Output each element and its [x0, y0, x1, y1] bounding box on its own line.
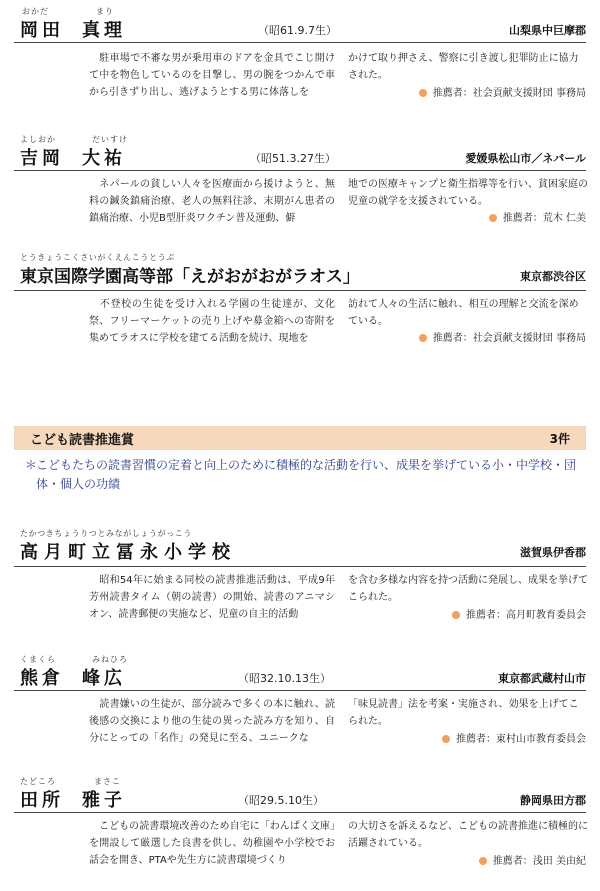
- section-title: こども読書推進賞: [30, 432, 135, 448]
- location: 愛媛県松山市／ネパール: [465, 152, 586, 165]
- name-ruby: まさこ: [94, 777, 121, 786]
- recommender: 推薦者：高月町教育委員会: [452, 606, 586, 621]
- section-header: [14, 426, 586, 450]
- description-left: 不登校の生徒を受け入れる学園の生徒達が、文化祭、フリーマーケットの売り上げや募金箱への寄附を集めてラオスに学校を建てる活動を続け、現地を: [89, 299, 335, 344]
- name-ruby: よしおか: [20, 135, 56, 144]
- birth-date: （昭32.10.13生）: [238, 672, 331, 685]
- description-left: 読書嫌いの生徒が、部分読みで多くの本に触れ、読後感の交換により他の生徒の異った読み方を知り、自分にとっての「名作」の発見に至る、ユニークな: [89, 699, 335, 744]
- description-right: の大切さを訴えるなど、こどもの読書推進に積極的に活躍されている。: [348, 821, 588, 849]
- name-ruby: とうきょうこくさいがくえんこうとうぶ: [20, 253, 175, 262]
- recommender: 推薦者：社会貢献支援財団 事務局: [419, 84, 586, 99]
- recipient-name: [20, 144, 126, 170]
- name-ruby: くまくら: [20, 655, 56, 664]
- description-right: 地での医療キャンプと衛生指導等を行い、貧困家庭の児童の就学を支援されている。: [348, 179, 588, 207]
- description-left: こどもの読書環境改善のため自宅に「わんぱく文庫」を開設して厳選した良書を供し、幼稚園や小学校でお話会を開き、PTAや先生方に読書環境づくり: [89, 821, 335, 866]
- description-right: 訪れて人々の生活に触れ、相互の理解と交流を深めている。: [348, 299, 579, 327]
- divider: [14, 812, 586, 813]
- recipient-name: [20, 786, 126, 812]
- recommender: 推薦者：東村山市教育委員会: [442, 730, 586, 745]
- location: 静岡県田方郡: [520, 794, 586, 807]
- location: 東京都渋谷区: [520, 270, 586, 283]
- description-right: を含む多様な内容を持つ活動に発展し、成果を挙げてこられた。: [348, 575, 588, 603]
- family-name: 岡田: [20, 20, 64, 41]
- divider: [14, 566, 586, 567]
- given-name: 大祐: [82, 148, 126, 169]
- birth-date: （昭51.3.27生）: [250, 152, 336, 165]
- name-ruby: おかだ: [22, 7, 49, 16]
- recipient-name: [20, 664, 126, 690]
- description-right: かけて取り押さえ、警察に引き渡し犯罪防止に協力された。: [348, 53, 579, 81]
- location: 滋賀県伊香郡: [520, 546, 586, 559]
- location: 山梨県中巨摩郡: [509, 24, 586, 37]
- given-name: 雅子: [82, 790, 126, 811]
- given-name: 真理: [82, 20, 126, 41]
- bullet-dot-icon: [479, 857, 487, 865]
- name-ruby: まり: [96, 7, 114, 16]
- bullet-dot-icon: [489, 214, 497, 222]
- bullet-dot-icon: [452, 611, 460, 619]
- recommender: 推薦者：社会貢献支援財団 事務局: [419, 329, 586, 344]
- name-ruby: みねひろ: [92, 655, 128, 664]
- family-name: 熊倉: [20, 668, 64, 689]
- section-description: ＊ こどもたちの読書習慣の定着と向上のために積極的な活動を行い、成果を挙げている小・中学校・団体・個人の功績: [25, 458, 577, 491]
- description-left: 駐車場で不審な男が乗用車のドアを金具でこじ開けて中を物色しているのを目撃し、男の腕をつかんで車から引きずり出し、逃げようとする男に体落しを: [89, 53, 335, 98]
- description-right: 「味見読書」法を考案・実施され、効果を上げてこられた。: [348, 699, 579, 727]
- recommender: 推薦者：浅田 美由紀: [479, 852, 586, 867]
- recipient-name: 東京国際学園高等部「えがおがおがラオス」: [20, 267, 360, 287]
- birth-date: （昭61.9.7生）: [258, 24, 337, 37]
- given-name: 峰広: [82, 668, 126, 689]
- divider: [14, 170, 586, 171]
- bullet-dot-icon: [419, 89, 427, 97]
- name-ruby: たどころ: [20, 777, 56, 786]
- recommender: 推薦者：荒木 仁美: [489, 209, 586, 224]
- family-name: 田所: [20, 790, 64, 811]
- bullet-dot-icon: [442, 735, 450, 743]
- bullet-dot-icon: [419, 334, 427, 342]
- recipient-name: [20, 16, 126, 42]
- birth-date: （昭29.5.10生）: [238, 794, 324, 807]
- divider: [14, 690, 586, 691]
- recipient-name: 高月町立冨永小学校: [20, 542, 236, 563]
- description-left: ネパールの貧しい人々を医療面から援けようと、無料の鍼灸鎮痛治療、老人の無料往診、末期がん患者の鎮痛治療、小児B型肝炎ワクチン普及運動、僻: [89, 179, 335, 224]
- divider: [14, 42, 586, 43]
- name-ruby: だいすけ: [92, 135, 128, 144]
- name-ruby: たかつきちょうりつとみながしょうがっこう: [20, 529, 192, 538]
- divider: [14, 290, 586, 291]
- section-count: 3件: [549, 431, 570, 446]
- description-left: 昭和54年に始まる同校の読書推進活動は、平成9年芳州読書タイム（朝の読書）の開始、読書のアニマシオン、読書郵便の実施など、児童の自主的活動: [89, 575, 335, 620]
- asterisk-mark: ＊: [25, 458, 38, 472]
- location: 東京都武蔵村山市: [498, 672, 586, 685]
- family-name: 吉岡: [20, 148, 64, 169]
